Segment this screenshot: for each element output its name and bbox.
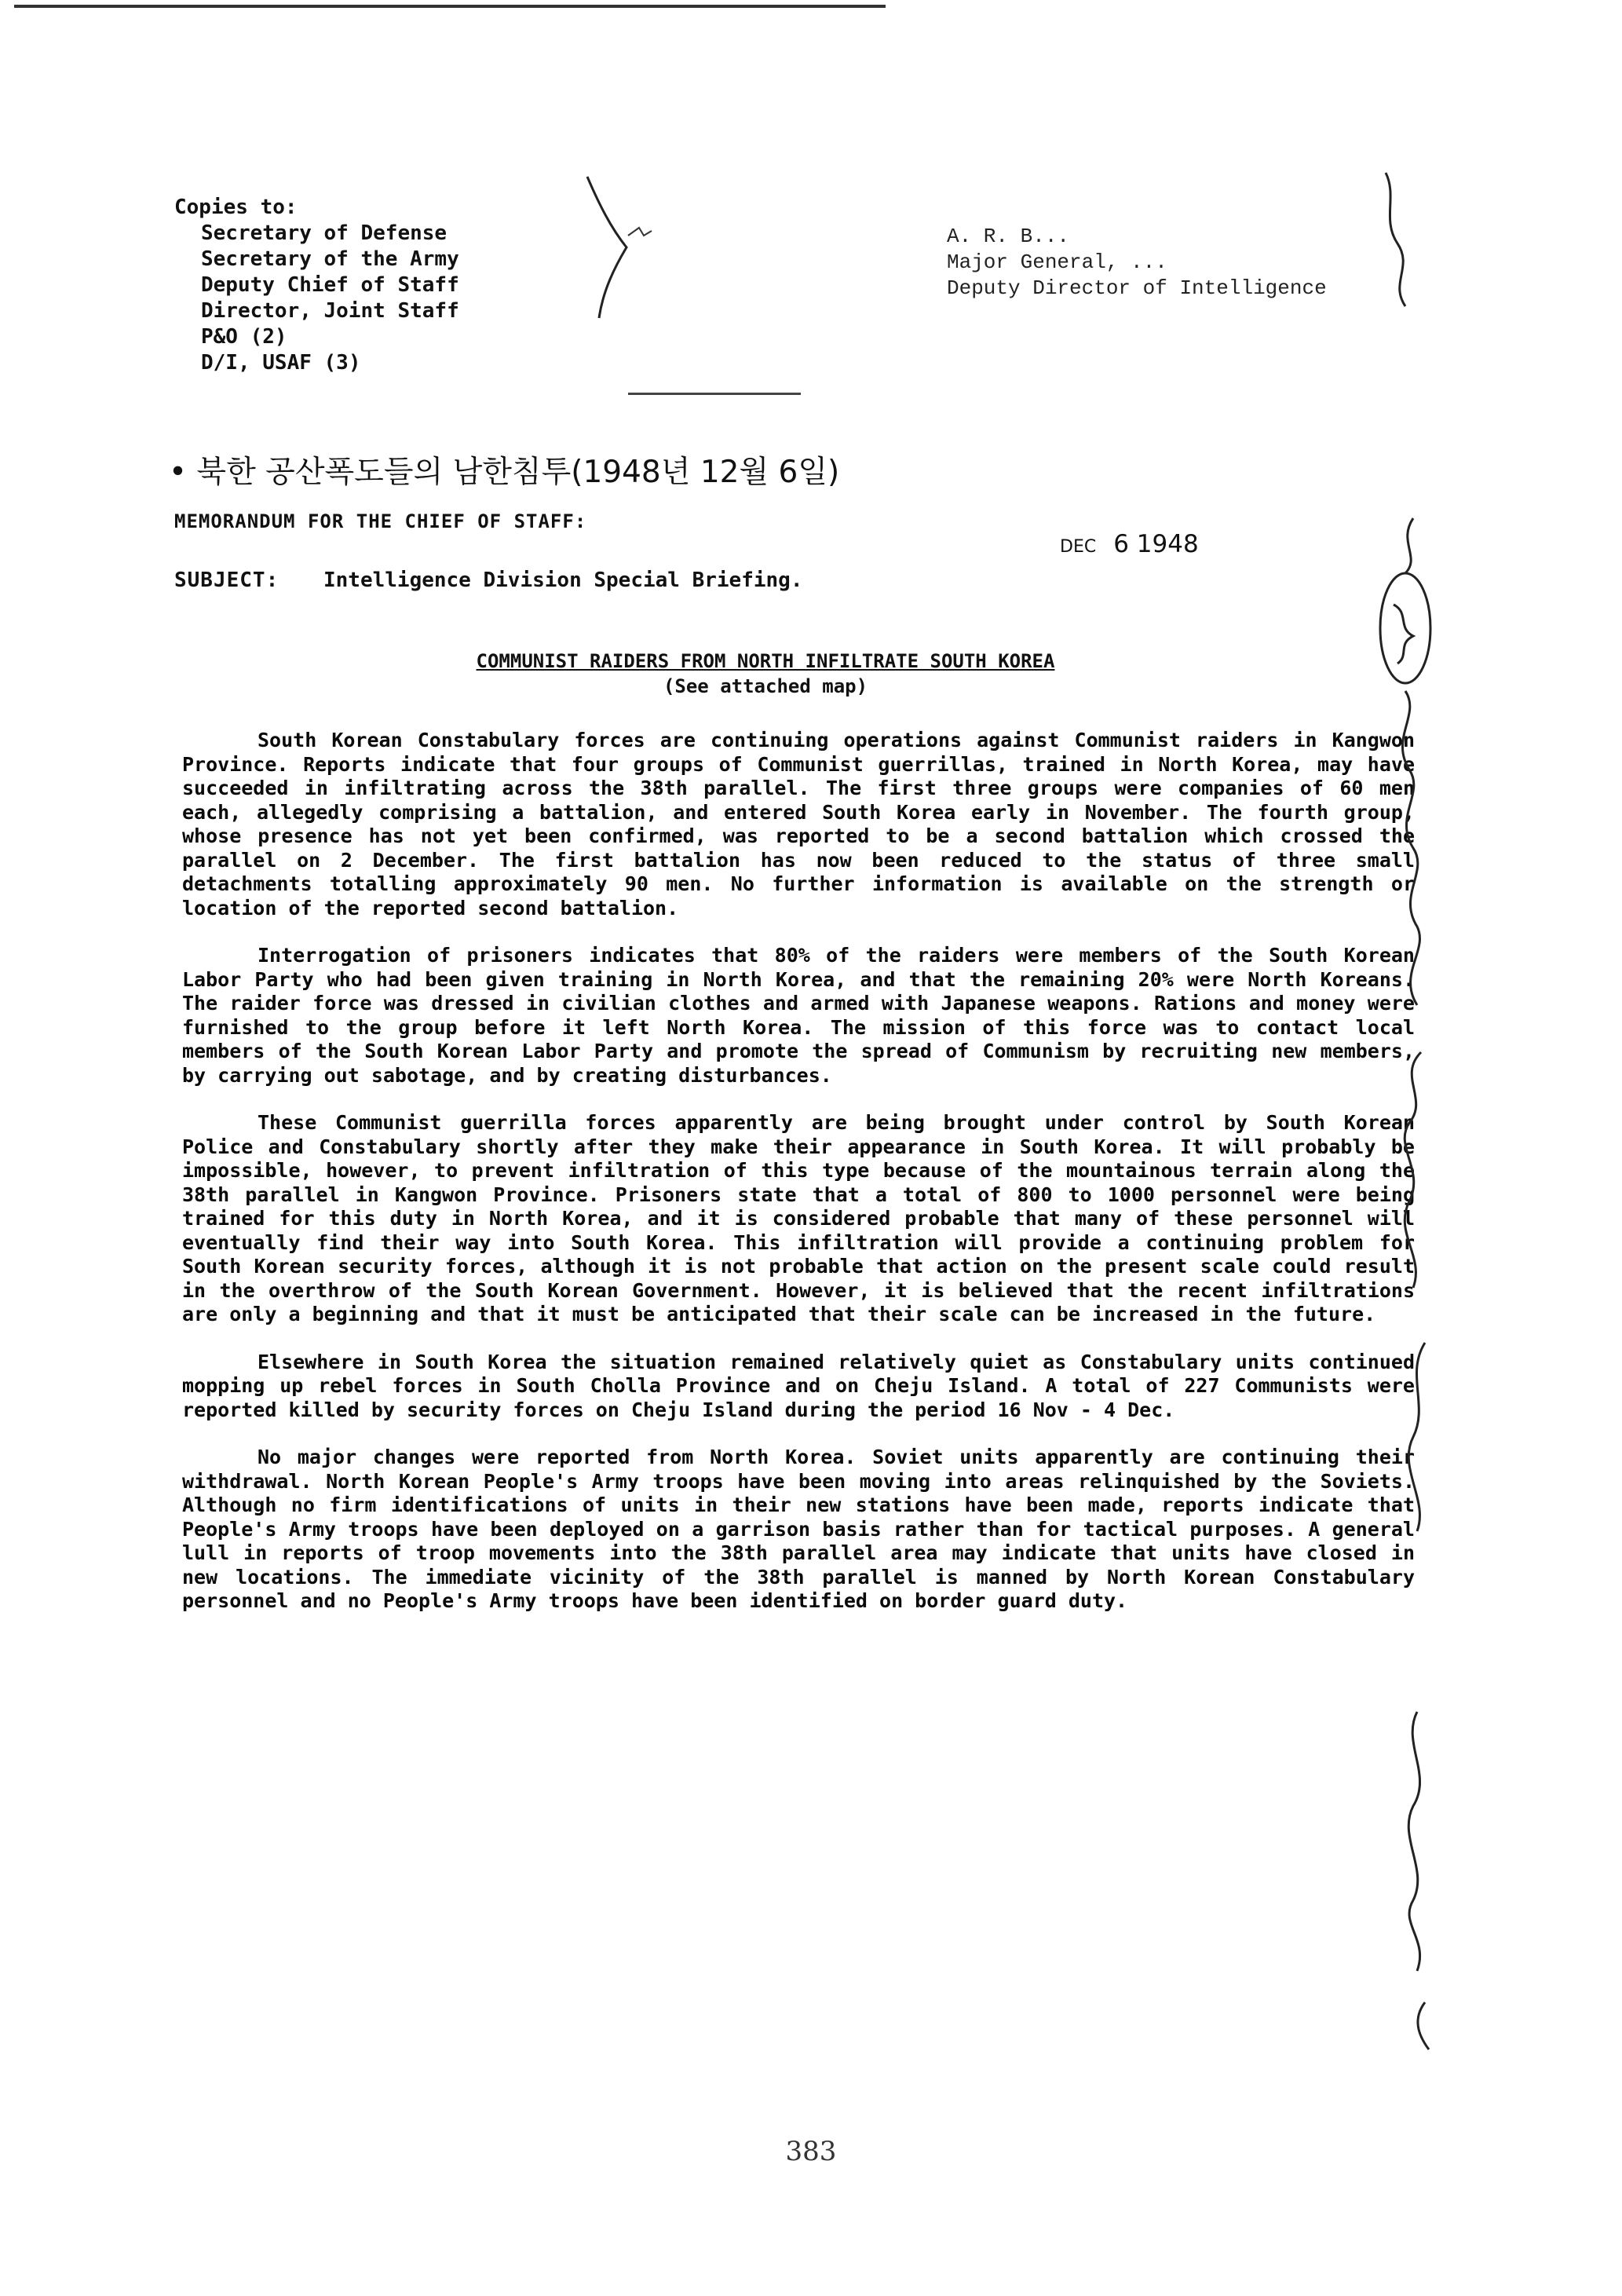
memorandum-line: MEMORANDUM FOR THE CHIEF OF STAFF: xyxy=(174,510,587,532)
subject-text: Intelligence Division Special Briefing. xyxy=(323,569,803,592)
margin-scribble xyxy=(1350,149,1460,2065)
copies-heading: Copies to: xyxy=(174,196,298,219)
paragraph: No major changes were reported from North Korea. Soviet units apparently are continuing their withdrawal. North Korean People's Army troops have been moving into areas relinquished by the Soviets. Although no firm identifications of units in their new stations have been made, reports indicate that People's Army troops have been deployed on a garrison basis rather than for tactical purposes. A general lull in reports of troop movements into the 38th parallel area may indicate that units have closed in new locations. The immediate vicinity of the 38th parallel is manned by North Korean Constabulary personnel and no People's Army troops have been identified on border guard duty. xyxy=(182,1446,1415,1612)
page-number: 383 xyxy=(785,2136,837,2167)
subject-line xyxy=(174,569,802,592)
copies-to-block xyxy=(174,195,459,376)
subject-label: SUBJECT: xyxy=(174,569,279,592)
title-main: COMMUNIST RAIDERS FROM NORTH INFILTRATE SOUTH KOREA xyxy=(476,650,1055,672)
copies-recipient: Deputy Chief of Staff xyxy=(201,273,459,297)
copies-recipient: Secretary of the Army xyxy=(201,247,459,271)
top-rule xyxy=(14,5,886,8)
signature-rank: Major General, ... xyxy=(947,250,1167,274)
separator-line xyxy=(628,393,801,395)
copies-recipient: D/I, USAF (3) xyxy=(201,351,361,375)
signature-name: A. R. B... xyxy=(947,225,1070,248)
korean-caption: • 북한 공산폭도들의 남한침투(1948년 12월 6일) xyxy=(169,455,840,490)
date-stamp-prefix: DEC xyxy=(1060,537,1097,557)
date-stamp xyxy=(1060,530,1199,558)
copies-recipient: P&O (2) xyxy=(201,325,287,349)
handwritten-bracket-mark xyxy=(579,173,666,322)
paragraph: Interrogation of prisoners indicates that 80% of the raiders were members of the South Korean Labor Party who had been given training in North Korea, and that the remaining 20% were North Koreans. The raider force was dressed in civilian clothes and armed with Japanese weapons. Rations and money were furnished to the group before it left North Korea. The mission of this force was to contact local members of the South Korean Labor Party and promote the spread of Communism by recruiting new members, by carrying out sabotage, and by creating disturbances. xyxy=(182,944,1415,1087)
handwritten-margin-notes xyxy=(1350,149,1460,2065)
paragraph: South Korean Constabulary forces are continuing operations against Communist raiders in Kangwon Province. Reports indicate that four groups of Communist guerrillas, trained in North Korea, may have succeeded in infiltrating across the 38th parallel. The first three groups were companies of 60 men each, allegedly comprising a battalion, and entered South Korea early in November. The fourth group, whose presence has not yet been confirmed, was reported to be a second battalion which crossed the parallel on 2 December. The first battalion has now been reduced to the status of three small detachments totalling approximately 90 men. No further information is available on the strength or location of the reported second battalion. xyxy=(182,729,1415,919)
paragraph: These Communist guerrilla forces apparently are being brought under control by South Korean Police and Constabulary shortly after they make their appearance in South Korea. It will probably be impossible, however, to prevent infiltration of this type because of the mountainous terrain along the 38th parallel in Kangwon Province. Prisoners state that a total of 800 to 1000 personnel were being trained for this duty in North Korea, and it is considered probable that many of these personnel will eventually find their way into South Korea. This infiltration will provide a continuing problem for South Korean security forces, although it is not probable that action on the present scale could result in the overthrow of the South Korean Government. However, it is believed that the recent infiltrations are only a beginning and that it must be anticipated that their scale can be increased in the future. xyxy=(182,1111,1415,1325)
document-title xyxy=(0,649,1531,699)
title-sub: (See attached map) xyxy=(663,675,868,697)
signature-title: Deputy Director of Intelligence xyxy=(947,276,1327,300)
body-text xyxy=(182,729,1415,1637)
copies-recipient: Secretary of Defense xyxy=(201,221,448,245)
date-stamp-date: 6 1948 xyxy=(1113,530,1199,558)
copies-recipient: Director, Joint Staff xyxy=(201,299,459,323)
paragraph: Elsewhere in South Korea the situation remained relatively quiet as Constabulary units continued mopping up rebel forces in South Cholla Province and on Cheju Island. A total of 227 Communists were reported killed by security forces on Cheju Island during the period 16 Nov - 4 Dec. xyxy=(182,1350,1415,1421)
signature-block xyxy=(947,224,1327,302)
